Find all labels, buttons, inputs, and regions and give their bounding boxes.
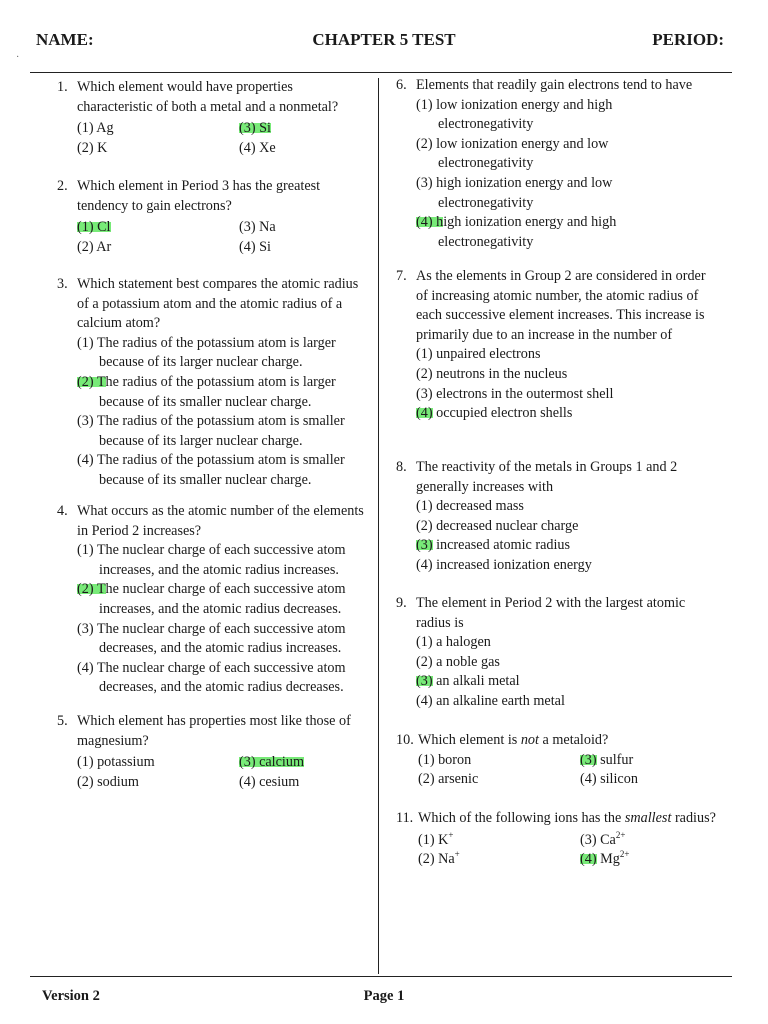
option[interactable]: (2) a noble gas — [416, 653, 500, 670]
option[interactable]: (1) potassium — [77, 754, 155, 771]
question-text: Elements that readily gain electrons tend to have — [416, 77, 693, 93]
question-8 — [396, 458, 716, 576]
question-number: 5. — [57, 713, 68, 729]
option[interactable]: (4) The nuclear charge of each successive atom decreases, and the atomic radius decreases. — [77, 659, 346, 696]
question-text: Which element is not a metaloid? — [418, 732, 609, 748]
question-7 — [396, 267, 716, 424]
option[interactable]: (3) high ionization energy and low electronegativity — [416, 174, 613, 211]
question-4 — [57, 502, 367, 698]
question-text: Which element in Period 3 has the greatest tendency to gain electrons? — [77, 178, 321, 214]
option-highlighted[interactable]: (4) $Mg^{2+}$ — [580, 849, 630, 868]
option-highlighted[interactable] — [580, 751, 740, 771]
option[interactable]: (1) K+ — [418, 829, 454, 848]
option-marker: (4) — [580, 851, 597, 868]
option-marker: (3) — [580, 751, 597, 768]
question-5 — [57, 712, 367, 792]
option-text: igh ionization energy and high electronegativity — [438, 214, 617, 250]
option[interactable]: (4) The radius of the potassium atom is smaller because of its smaller nuclear charge. — [77, 452, 345, 488]
option-highlighted[interactable] — [416, 672, 716, 692]
option-text: an alkali metal — [432, 673, 520, 690]
option-highlighted[interactable]: (1) Cl — [77, 219, 111, 236]
question-6 — [396, 76, 716, 252]
name-label: NAME: — [36, 30, 94, 49]
question-number: 9. — [396, 595, 407, 611]
option[interactable]: (3) The nuclear charge of each successive atom decreases, and the atomic radius increases. — [77, 620, 346, 657]
option[interactable]: (2) decreased nuclear charge — [416, 517, 579, 534]
question-number: 7. — [396, 268, 407, 284]
question-11 — [396, 809, 716, 870]
option-marker: (2) T — [77, 373, 106, 390]
version-label: Version 2 — [42, 988, 100, 1004]
option[interactable]: (4) cesium — [239, 773, 300, 790]
question-text: Which statement best compares the atomic radius of a potassium atom and the atomic radius of a calcium atom? — [77, 276, 359, 332]
option-marker: (4) h — [416, 214, 444, 231]
question-number: 6. — [396, 77, 407, 93]
question-number: 3. — [57, 276, 68, 292]
option-text: he radius of the potassium atom is larger because of its smaller nuclear charge. — [99, 373, 336, 410]
question-10 — [396, 731, 716, 790]
option[interactable]: (1) unpaired electrons — [416, 346, 541, 363]
option-marker: (2) T — [77, 581, 106, 598]
option[interactable]: (4) Si — [239, 238, 271, 255]
option-marker: (3) — [416, 537, 433, 554]
question-number: 1. — [57, 79, 68, 95]
option[interactable]: (2) neutrons in the nucleus — [416, 365, 568, 382]
page-number: Page 1 — [363, 988, 405, 1004]
option[interactable]: (1) low ionization energy and high electronegativity — [416, 96, 613, 133]
option[interactable]: (3) electrons in the outermost shell — [416, 385, 614, 402]
option-highlighted[interactable] — [416, 213, 648, 252]
option[interactable]: (1) a halogen — [416, 634, 491, 651]
option[interactable]: (2) sodium — [77, 773, 139, 790]
option-highlighted[interactable] — [416, 536, 716, 556]
option[interactable]: (4) increased ionization energy — [416, 556, 592, 573]
page-title: CHAPTER 5 TEST — [312, 30, 456, 49]
question-2 — [57, 177, 367, 257]
option[interactable]: (4) an alkaline earth metal — [416, 692, 565, 709]
option-highlighted[interactable] — [77, 580, 367, 619]
option-marker: (3) — [416, 673, 433, 690]
option[interactable]: (3) $Ca^{2+}$ — [580, 829, 626, 848]
question-text: As the elements in Group 2 are considered in order of increasing atomic number, the atomic radius of each successive element increases. This increase is primarily due to an increase in the number of — [416, 268, 706, 343]
question-number: 4. — [57, 503, 68, 519]
question-number: 10. — [396, 732, 414, 748]
footer-rule — [30, 976, 732, 977]
question-1 — [57, 78, 367, 158]
option[interactable]: (2) K — [77, 139, 108, 156]
question-text: Which element would have properties characteristic of both a metal and a nonmetal? — [77, 79, 339, 115]
option-text: occupied electron shells — [432, 405, 573, 422]
option[interactable]: (4) Xe — [239, 139, 276, 156]
question-9 — [396, 594, 716, 712]
question-text: Which element has properties most like those of magnesium? — [77, 713, 351, 749]
option-marker: (4) — [416, 405, 433, 422]
option[interactable]: (2) Ar — [77, 238, 112, 255]
option[interactable]: (1) decreased mass — [416, 498, 524, 515]
option[interactable]: (1) The radius of the potassium atom is larger because of its larger nuclear charge. — [77, 334, 336, 371]
option-highlighted[interactable] — [77, 373, 367, 412]
option[interactable]: (1) boron — [418, 751, 472, 768]
option-text: increased atomic radius — [432, 537, 571, 554]
question-text: Which of the following ions has the smallest radius? — [418, 810, 716, 826]
question-3 — [57, 275, 367, 491]
option-text: he nuclear charge of each successive atom increases, and the atomic radius decreases. — [99, 581, 346, 617]
option-highlighted[interactable] — [416, 404, 716, 424]
option[interactable]: (2) arsenic — [418, 771, 479, 788]
column-divider — [378, 78, 379, 974]
question-number: 11. — [396, 810, 414, 826]
question-text: The element in Period 2 with the largest atomic radius is — [416, 595, 686, 631]
question-number: 8. — [396, 459, 407, 475]
option[interactable]: (3) The radius of the potassium atom is smaller because of its larger nuclear charge. — [77, 413, 345, 449]
question-text: What occurs as the atomic number of the elements in Period 2 increases? — [77, 503, 364, 539]
option[interactable]: (3) Na — [239, 219, 276, 236]
option[interactable]: (1) The nuclear charge of each successive atom increases, and the atomic radius increases. — [77, 542, 346, 578]
option-text: sulfur — [596, 751, 634, 768]
scan-mark: · — [16, 52, 20, 63]
question-number: 2. — [57, 178, 68, 194]
option[interactable]: (2) Na+ — [418, 849, 460, 868]
question-text: The reactivity of the metals in Groups 1 and 2 generally increases with — [416, 459, 678, 495]
option[interactable]: (4) silicon — [580, 771, 638, 788]
option[interactable]: (2) low ionization energy and low electronegativity — [416, 135, 609, 172]
option[interactable]: (1) Ag — [77, 120, 114, 137]
option-highlighted[interactable]: (3) calcium — [239, 754, 304, 771]
header-rule — [30, 72, 732, 73]
option-highlighted[interactable]: (3) Si — [239, 120, 271, 137]
period-label: PERIOD: — [652, 30, 724, 49]
